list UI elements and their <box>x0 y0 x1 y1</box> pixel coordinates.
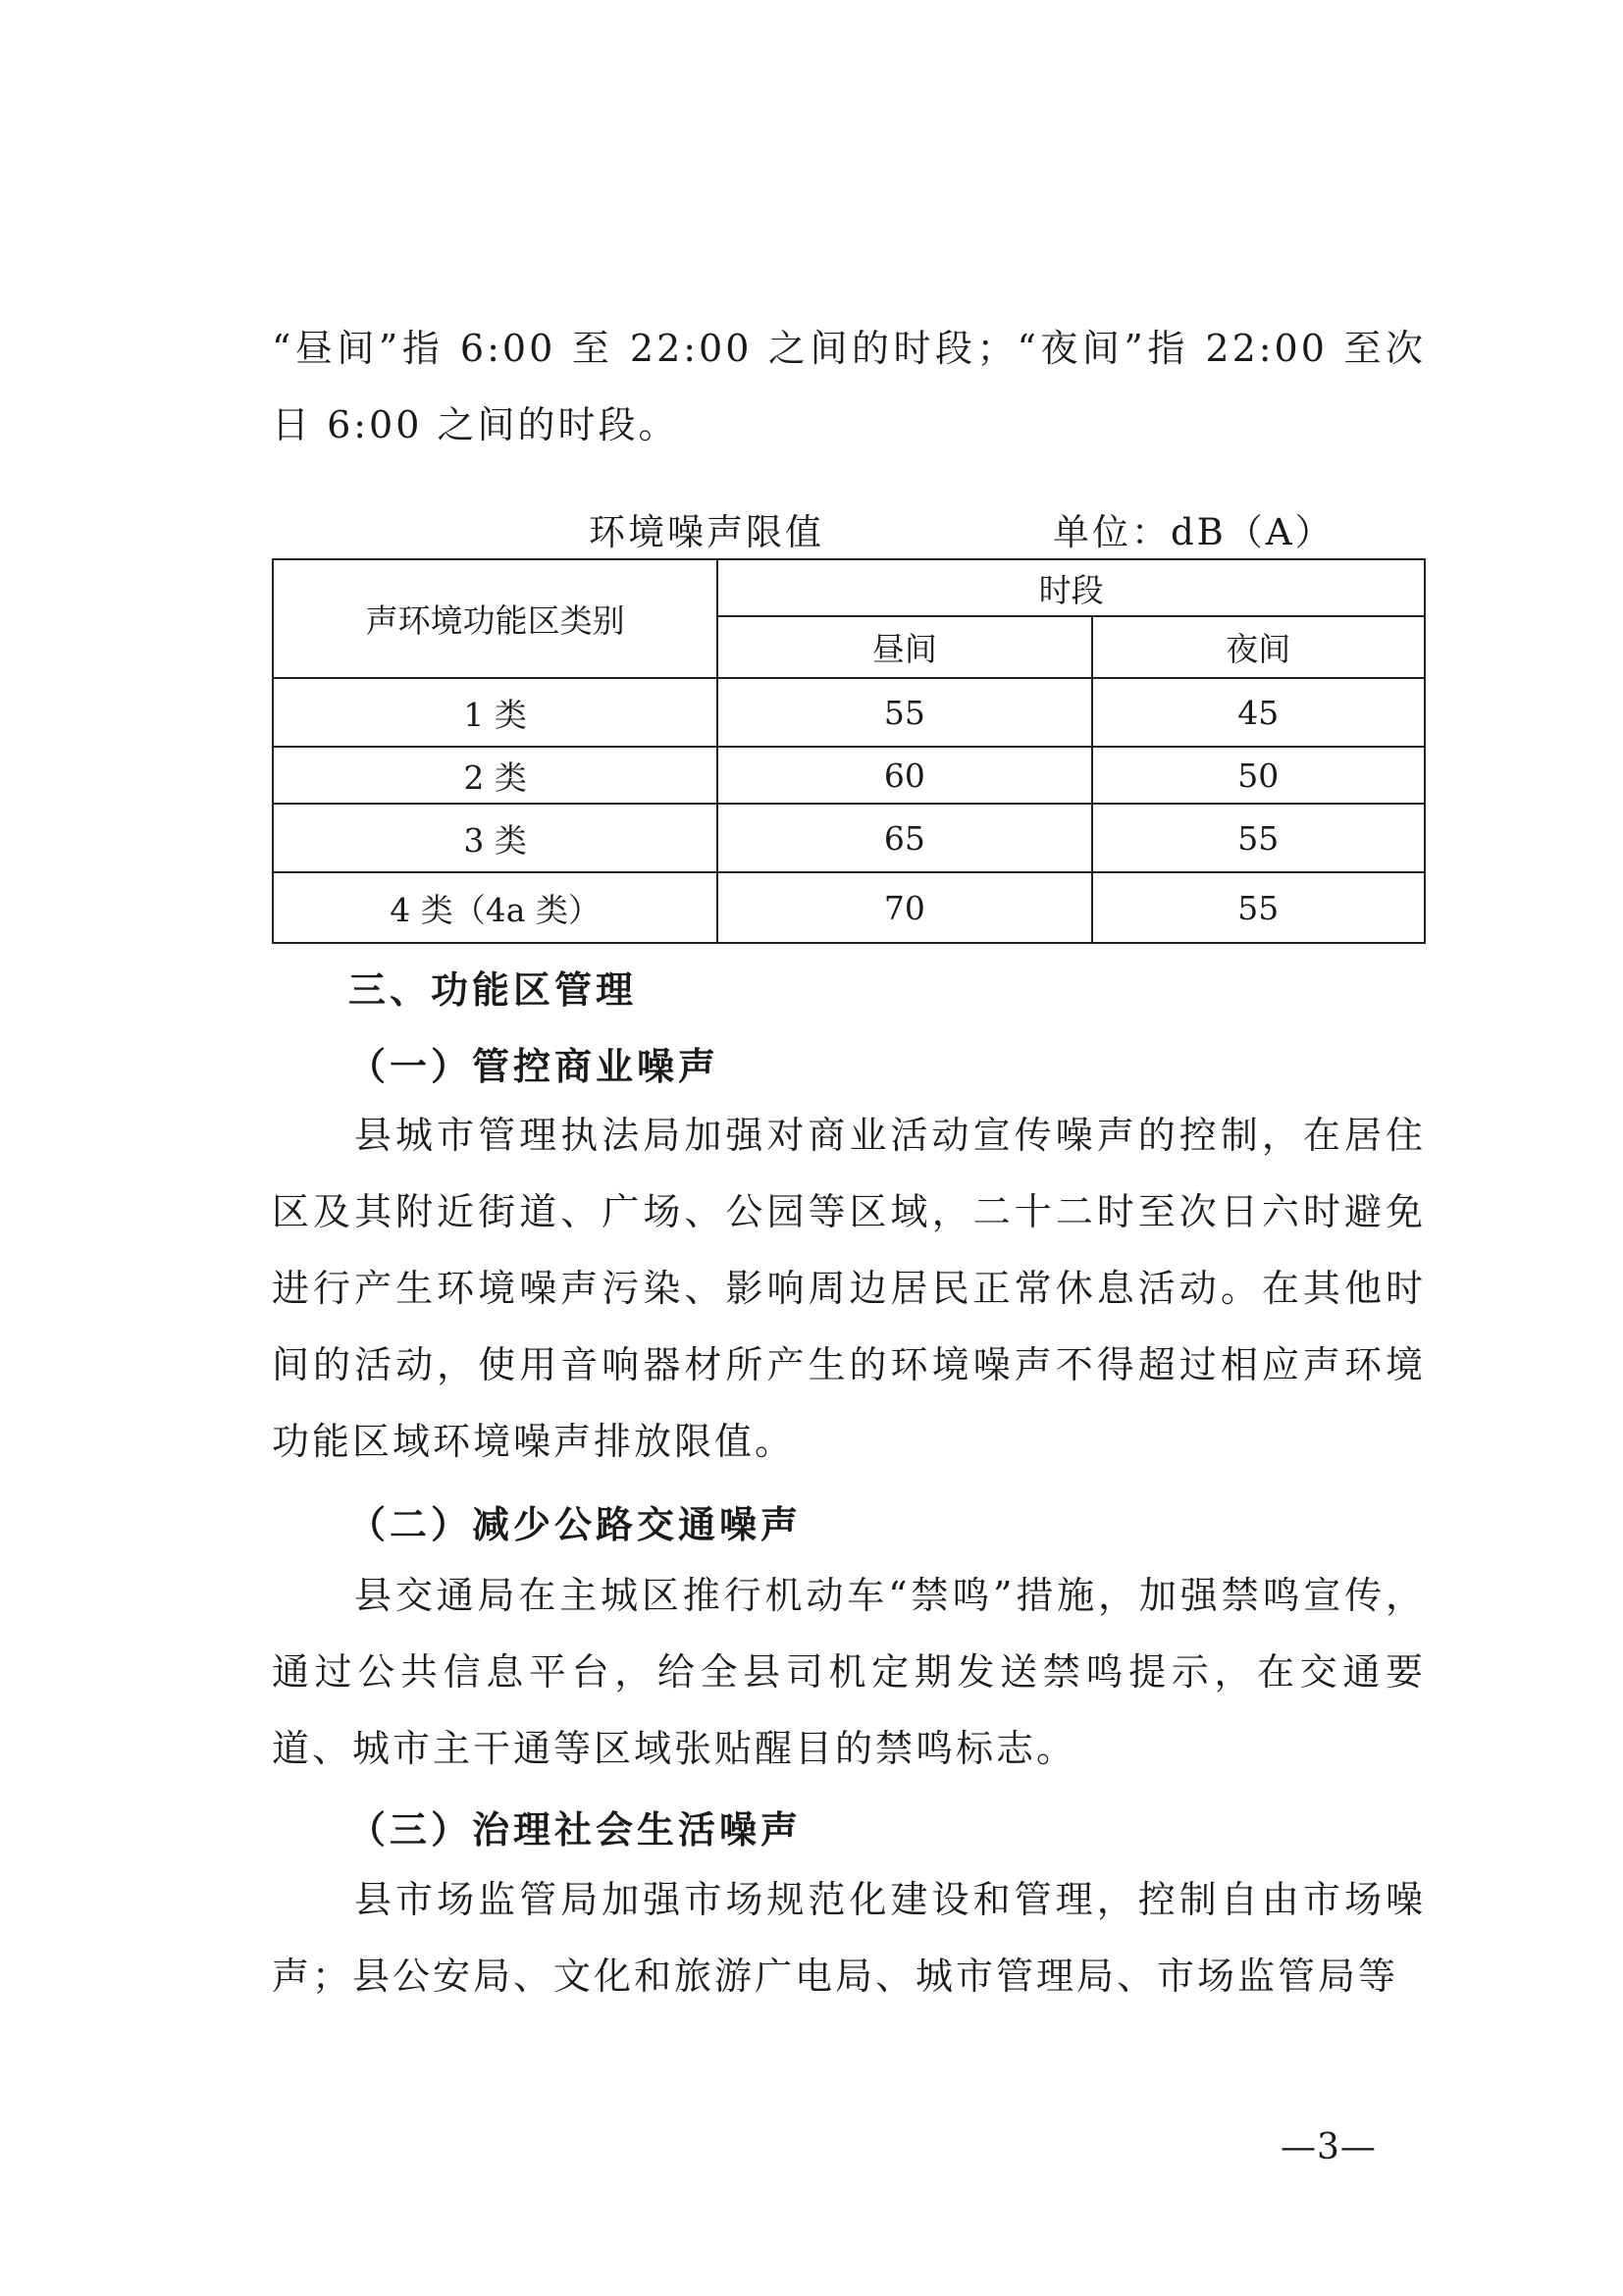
header-day: 昼间 <box>717 616 1091 678</box>
subsection-3-paragraph: 县市场监管局加强市场规范化建设和管理，控制自由市场噪声；县公安局、文化和旅游广电局、城市管理局、市场监管局等 <box>272 1878 1426 1998</box>
subsection-2-paragraph: 县交通局在主城区推行机动车“禁鸣”措施，加强禁鸣宣传，通过公共信息平台，给全县司机定期发送禁鸣提示，在交通要道、城市主干通等区域张贴醒目的禁鸣标志。 <box>272 1574 1426 1770</box>
table-row <box>273 804 1425 872</box>
subsection-heading-1: （一）管控商业噪声 <box>348 1045 720 1088</box>
subsection-1-paragraph: 县城市管理执法局加强对商业活动宣传噪声的控制，在居住区及其附近街道、广场、公园等区域，二十二时至次日六时避免进行产生环境噪声污染、影响周边居民正常休息活动。在其他时间的活动，使用音响器材所产生的环境噪声不得超过相应声环境功能区域环境噪声排放限值。 <box>272 1114 1426 1463</box>
table-row <box>273 678 1425 747</box>
row-category: 1 类 <box>273 678 717 747</box>
table-unit: 单位：dB（A） <box>1053 511 1335 553</box>
header-category: 声环境功能区类别 <box>273 559 717 678</box>
row-category: 4 类（4a 类） <box>273 872 717 943</box>
intro-paragraph: “昼间”指 6:00 至 22:00 之间的时段；“夜间”指 22:00 至次日 6:00 之间的时段。 <box>272 327 1426 446</box>
page-number: —3— <box>1281 2127 1377 2167</box>
subsection-heading-2: （二）减少公路交通噪声 <box>348 1503 803 1546</box>
noise-limit-table <box>272 558 1426 944</box>
table-header-row <box>273 559 1425 616</box>
section-heading: 三、功能区管理 <box>348 968 638 1012</box>
row-night-value: 55 <box>1092 872 1425 943</box>
row-day-value: 65 <box>717 804 1091 872</box>
table-title: 环境噪声限值 <box>589 511 824 553</box>
row-category: 2 类 <box>273 747 717 804</box>
row-night-value: 50 <box>1092 747 1425 804</box>
header-period: 时段 <box>717 559 1425 616</box>
table-row <box>273 747 1425 804</box>
header-night: 夜间 <box>1092 616 1425 678</box>
row-night-value: 45 <box>1092 678 1425 747</box>
row-category: 3 类 <box>273 804 717 872</box>
row-day-value: 55 <box>717 678 1091 747</box>
row-night-value: 55 <box>1092 804 1425 872</box>
row-day-value: 60 <box>717 747 1091 804</box>
row-day-value: 70 <box>717 872 1091 943</box>
subsection-heading-3: （三）治理社会生活噪声 <box>348 1808 803 1852</box>
table-row <box>273 872 1425 943</box>
